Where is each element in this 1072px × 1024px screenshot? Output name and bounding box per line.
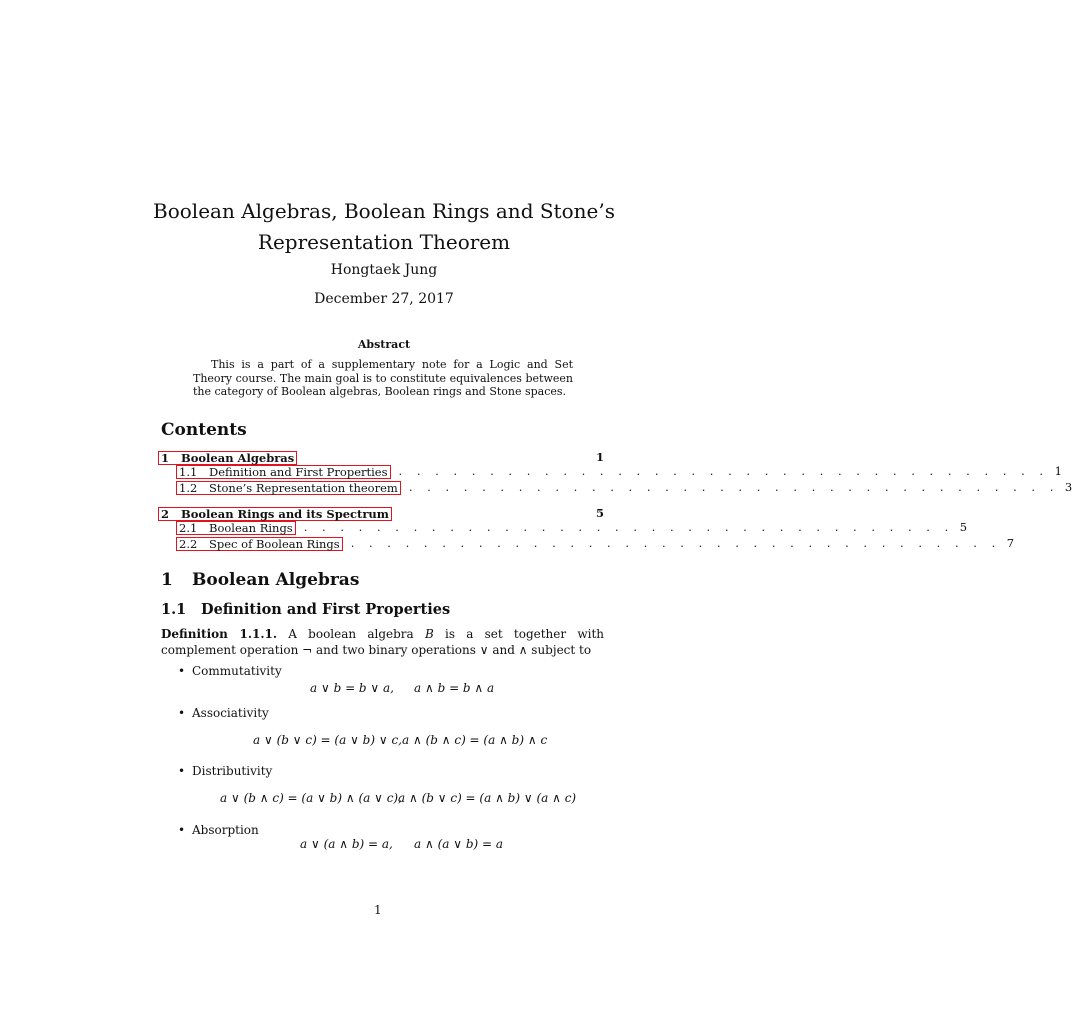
toc-leader-dots: . . . . . . . . . . . . . . . . . . . . . . . . . . . . . . . . . . . . — [398, 464, 1049, 478]
toc-number: 2.1 — [179, 520, 198, 535]
property-name: Commutativity — [192, 664, 282, 678]
toc-link-box[interactable] — [176, 481, 401, 495]
property-item — [178, 706, 269, 720]
toc-leader-dots: . . . . . . . . . . . . . . . . . . . . . . . . . . . . . . . . . . . . — [408, 480, 1059, 494]
bullet-icon: • — [178, 823, 186, 837]
equation-right: a ∧ (a ∨ b) = a — [414, 837, 504, 851]
toc-number: 1.1 — [179, 464, 198, 479]
toc-page: 3 — [1064, 480, 1072, 494]
definition-paragraph — [161, 626, 604, 658]
toc-link-box[interactable] — [176, 537, 343, 551]
toc-link-box[interactable] — [158, 451, 297, 465]
bullet-icon: • — [178, 764, 186, 778]
toc-title: Stone’s Representation theorem — [209, 480, 398, 495]
definition-text-2: is a set together with complement operation ¬ and two binary operations ∨ and ∧ subject to — [161, 627, 604, 657]
property-item — [178, 823, 259, 837]
author: Hongtaek Jung — [330, 262, 438, 278]
toc-page: 1 — [595, 450, 604, 464]
toc-link-box[interactable] — [176, 465, 391, 479]
toc-link-box[interactable] — [158, 507, 392, 521]
toc-entry-1[interactable] — [161, 450, 604, 465]
toc-number: 2 — [161, 506, 170, 521]
toc-page: 5 — [595, 506, 604, 520]
equation-right: a ∧ (b ∨ c) = (a ∧ b) ∨ (a ∧ c) — [398, 791, 577, 805]
toc-entry-1-2[interactable] — [179, 480, 1072, 495]
contents-heading: Contents — [161, 420, 247, 440]
subsection-heading — [161, 601, 450, 618]
paper-title — [120, 196, 648, 258]
property-item — [178, 764, 272, 778]
equation-left: a ∨ b = b ∨ a, — [310, 681, 394, 695]
definition-text-1: A boolean algebra — [288, 627, 414, 641]
title-line-2: Representation Theorem — [257, 230, 511, 254]
property-name: Distributivity — [192, 764, 273, 778]
abstract-body — [193, 358, 573, 399]
section-title: Boolean Algebras — [192, 570, 360, 590]
toc-title: Spec of Boolean Rings — [209, 536, 340, 551]
property-name: Absorption — [192, 823, 259, 837]
equation-left: a ∨ (a ∧ b) = a, — [300, 837, 393, 851]
equation-right: a ∧ (b ∧ c) = (a ∧ b) ∧ c — [402, 733, 548, 747]
subsection-title: Definition and First Properties — [201, 601, 451, 618]
toc-page: 1 — [1054, 464, 1062, 478]
property-name: Associativity — [192, 706, 269, 720]
subsection-number: 1.1 — [161, 601, 187, 618]
section-heading — [161, 570, 359, 590]
toc-title: Definition and First Properties — [209, 464, 388, 479]
definition-symbol: B — [424, 627, 434, 641]
toc-title: Boolean Rings and its Spectrum — [181, 506, 389, 521]
toc-entry-1-1[interactable] — [179, 464, 1062, 479]
toc-number: 1.2 — [179, 480, 198, 495]
title-line-1: Boolean Algebras, Boolean Rings and Stone’s — [153, 199, 615, 223]
toc-page: 5 — [959, 520, 968, 534]
toc-link-box[interactable] — [176, 521, 296, 535]
toc-entry-2[interactable] — [161, 506, 604, 521]
property-item — [178, 664, 282, 678]
definition-label: Definition 1.1.1. — [161, 627, 278, 641]
toc-number: 1 — [161, 450, 170, 465]
bullet-icon: • — [178, 664, 186, 678]
equation-left: a ∨ (b ∨ c) = (a ∨ b) ∨ c, — [253, 733, 402, 747]
toc-leader-dots: . . . . . . . . . . . . . . . . . . . . . . . . . . . . . . . . . . . . — [350, 536, 1001, 550]
date: December 27, 2017 — [314, 291, 454, 307]
bullet-icon: • — [178, 706, 186, 720]
toc-entry-2-1[interactable] — [179, 520, 968, 535]
equation-right: a ∧ b = b ∧ a — [414, 681, 495, 695]
toc-number: 2.2 — [179, 536, 198, 551]
toc-title: Boolean Rings — [209, 520, 293, 535]
toc-leader-dots: . . . . . . . . . . . . . . . . . . . . . . . . . . . . . . . . . . . . — [303, 520, 954, 534]
equation-left: a ∨ (b ∧ c) = (a ∨ b) ∧ (a ∨ c), — [220, 791, 402, 805]
toc-entry-2-2[interactable] — [179, 536, 1015, 551]
toc-page: 7 — [1006, 536, 1015, 550]
abstract-heading: Abstract — [357, 338, 411, 351]
abstract-text: This is a part of a supplementary note for a Logic and Set Theory course. The main goal is to constitute equivalences between the category of Boolean algebras, Boolean rings and Stone spaces. — [193, 358, 573, 398]
page-number: 1 — [374, 903, 382, 917]
section-number: 1 — [161, 570, 173, 590]
toc-title: Boolean Algebras — [181, 450, 295, 465]
